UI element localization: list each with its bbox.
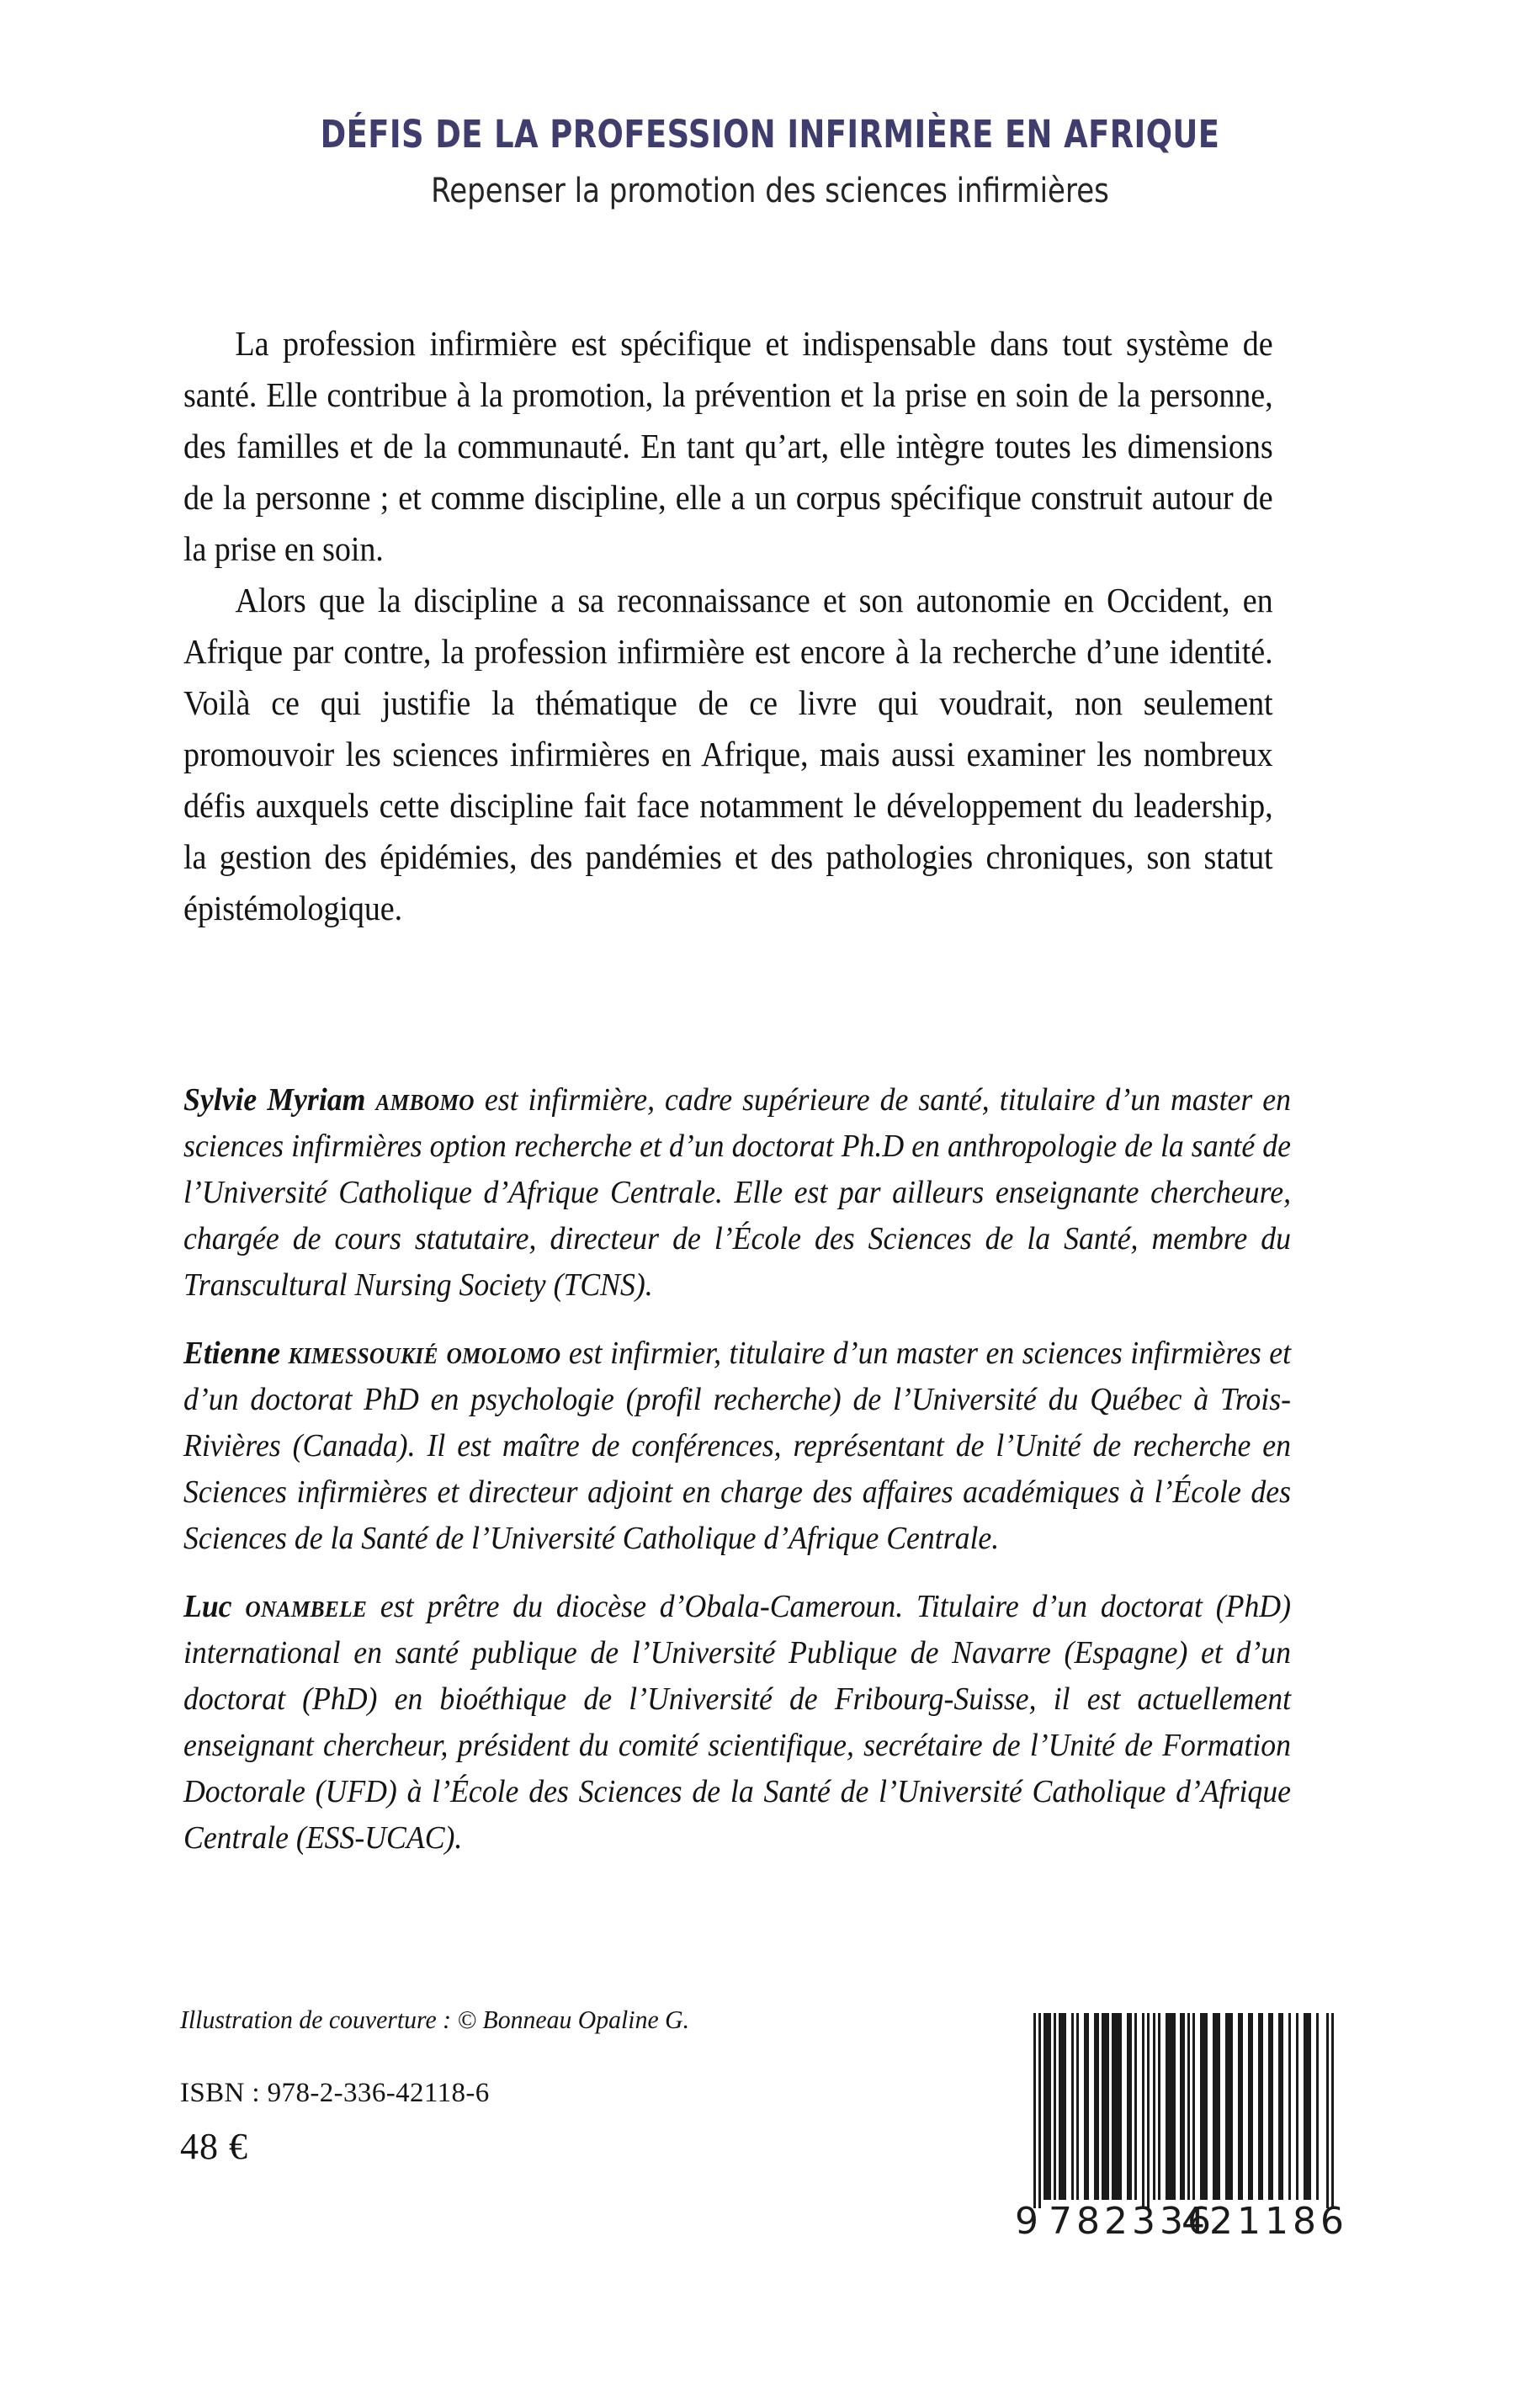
author-surname: onambele — [245, 1589, 368, 1624]
page-subtitle: Repenser la promotion des sciences infirmières — [431, 172, 1109, 211]
price-text: 48 € — [180, 2126, 248, 2167]
blurb-section — [183, 318, 1355, 934]
author-given-name: Luc — [183, 1589, 232, 1624]
barcode-icon — [1015, 2005, 1362, 2257]
author-surname: kimessoukié omolomo — [288, 1336, 561, 1371]
isbn-text: ISBN : 978-2-336-42118-6 — [180, 2078, 490, 2108]
blurb-paragraph-2: Alors que la discipline a sa reconnaissance et son autonomie en Occident, en Afrique par contre, la profession infirmière est encore à la recherche d’une identité. Voilà ce qui justifie la thématique de ce livre qui voudrait, non seulement promouvoir les sciences infirmières en Afrique, mais aussi examiner les nombreux défis auxquels cette discipline fait face notamment le développement du leadership, la gestion des épidémies, des pandémies et des pathologies chroniques, son statut épistémologique. — [183, 581, 1273, 927]
author-bio — [183, 1077, 1291, 1309]
barcode-digits-right: 421186 — [1182, 2200, 1348, 2243]
author-bios — [183, 1077, 1362, 1862]
title-block — [0, 114, 1540, 210]
author-surname: ambomo — [375, 1082, 475, 1118]
author-bio-text: est prêtre du diocèse d’Obala-Cameroun. Titulaire d’un doctorat (PhD) international en santé publique de l’Université Publique de Navarre (Espagne) et d’un doctorat (PhD) en bioéthique de l’Université de Fribourg-Suisse, il est actuellement enseignant chercheur, président du comité scientifique, secrétaire de l’Unité de Formation Doctorale (UFD) à l’École des Sciences de la Santé de l’Université Catholique d’Afrique Centrale (ESS-UCAC). — [183, 1589, 1292, 1856]
author-bio-text: est infirmier, titulaire d’un master en sciences infirmières et d’un doctorat PhD en psychologie (profil recherche) de l’Université du Québec à Trois-Rivières (Canada). Il est maître de conférences, représentant de l’Unité de recherche en Sciences infirmières et directeur adjoint en charge des affaires académiques à l’École des Sciences de la Santé de l’Université Catholique d’Afrique Centrale. — [183, 1336, 1292, 1556]
footer — [180, 2003, 1367, 2281]
footer-left-column — [180, 2003, 870, 2168]
barcode-digits-left: 782336 — [1049, 2200, 1215, 2243]
ean13-barcode — [1015, 2005, 1362, 2257]
author-bio — [183, 1331, 1291, 1562]
author-given-name: Sylvie Myriam — [183, 1082, 366, 1118]
author-given-name: Etienne — [183, 1336, 281, 1371]
author-bio-text: est infirmière, cadre supérieure de santé, titulaire d’un master en sciences infirmières option recherche et d’un doctorat Ph.D en anthropologie de la santé de l’Université Catholique d’Afrique Centrale. Elle est par ailleurs enseignante chercheure, chargée de cours statutaire, directeur de l’École des Sciences de la Santé, membre du Transcultural Nursing Society (TCNS). — [183, 1082, 1292, 1303]
blurb-paragraph-1: La profession infirmière est spécifique et indispensable dans tout système de santé. Elle contribue à la promotion, la prévention et la prise en soin de la personne, des familles et de la communauté. En tant qu’art, elle intègre toutes les dimensions de la personne ; et comme discipline, elle a un corpus spécifique construit autour de la prise en soin. — [183, 324, 1273, 568]
cover-illustration-credit: Illustration de couverture : © Bonneau Opaline G. — [180, 2005, 690, 2034]
page-title: DÉFIS DE LA PROFESSION INFIRMIÈRE EN AFRIQUE — [320, 112, 1220, 157]
barcode-digit-leading: 9 — [1015, 2200, 1038, 2243]
author-bio — [183, 1584, 1291, 1862]
